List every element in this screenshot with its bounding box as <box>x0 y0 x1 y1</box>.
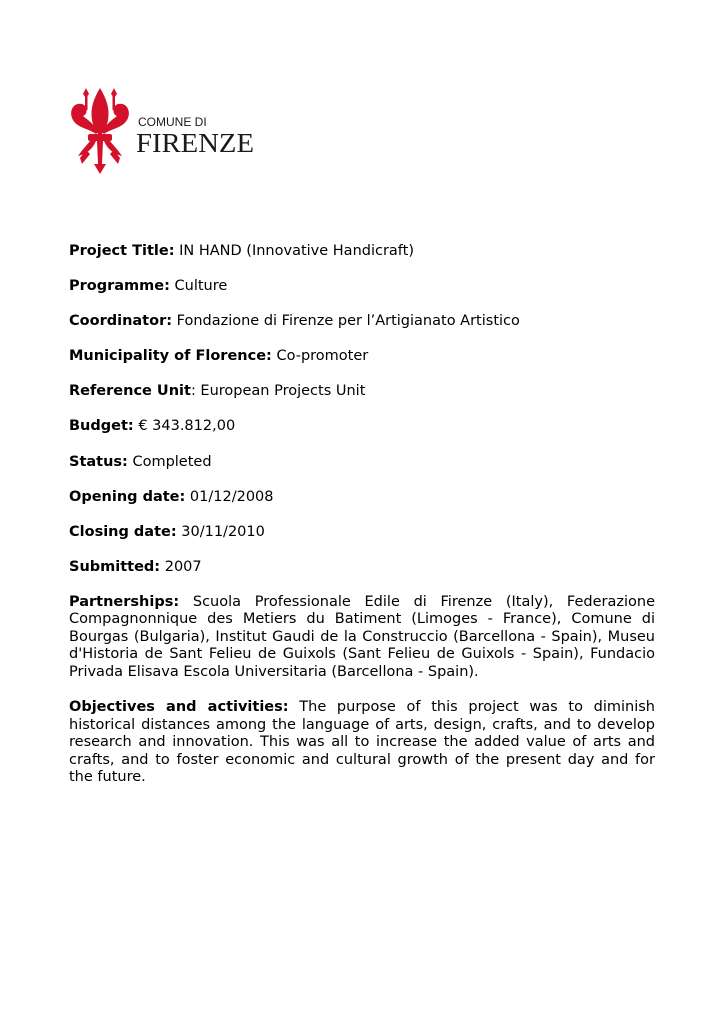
field-value: Fondazione di Firenze per l’Artigianato Artistico <box>176 313 520 330</box>
field-programme <box>69 278 655 296</box>
field-reference-unit <box>69 383 655 401</box>
field-value: IN HAND (Innovative Handicraft) <box>179 243 414 259</box>
field-municipality-role <box>69 348 655 366</box>
field-value: 2007 <box>164 558 202 575</box>
field-value: The purpose of this project was to diminish historical distances among the language of arts, design, crafts, and to develop research and innovation. This was all to increase the added value of arts and crafts, and to foster economic and cultural growth of the present day and for the future. <box>69 699 655 786</box>
field-coordinator <box>69 313 655 331</box>
field-label: Coordinator: <box>69 313 173 330</box>
field-label: Submitted: <box>69 558 161 575</box>
field-objectives <box>69 699 655 787</box>
field-label: Project Title: <box>69 243 175 259</box>
field-value: Co-promoter <box>276 348 369 365</box>
field-value: 01/12/2008 <box>189 488 274 505</box>
field-budget <box>69 418 655 436</box>
field-status <box>69 454 655 472</box>
field-label: Status: <box>69 453 128 470</box>
field-label: Objectives and activities: <box>69 699 289 716</box>
field-opening-date <box>69 489 655 507</box>
field-partnerships <box>69 594 655 682</box>
field-label: Programme: <box>69 278 170 295</box>
field-value: € 343.812,00 <box>138 418 236 435</box>
florence-lily-icon <box>66 84 258 176</box>
field-value: 30/11/2010 <box>181 523 265 540</box>
field-label: Budget: <box>69 418 134 435</box>
comune-di-firenze-logo <box>66 84 258 176</box>
field-project-title <box>69 243 655 261</box>
field-submitted <box>69 559 655 577</box>
field-value: : European Projects Unit <box>190 383 366 400</box>
field-closing-date <box>69 524 655 542</box>
field-label: Municipality of Florence: <box>69 348 272 365</box>
field-label: Opening date: <box>69 488 186 505</box>
field-label: Closing date: <box>69 523 177 540</box>
field-value: Completed <box>132 453 212 470</box>
field-value: Scuola Professionale Edile di Firenze (Italy), Federazione Compagnonnique des Metiers du Batiment (Limoges - France), Comune di Bourgas (Bulgaria), Institut Gaudi de la Construccio (Barcellona - Spain), Museu d'Historia de Sant Felieu de Guixols (Sant Felieu de Guixols - Spain), Fundacio Privada Elisava Escola Universitaria (Barcellona - Spain). <box>69 593 655 680</box>
field-label: Reference Unit <box>69 383 191 400</box>
logo-line1: COMUNE DI <box>138 115 207 129</box>
field-value: Culture <box>174 278 228 295</box>
field-label: Partnerships: <box>69 593 180 610</box>
project-details <box>69 243 655 804</box>
logo-line2: FIRENZE <box>136 128 254 158</box>
